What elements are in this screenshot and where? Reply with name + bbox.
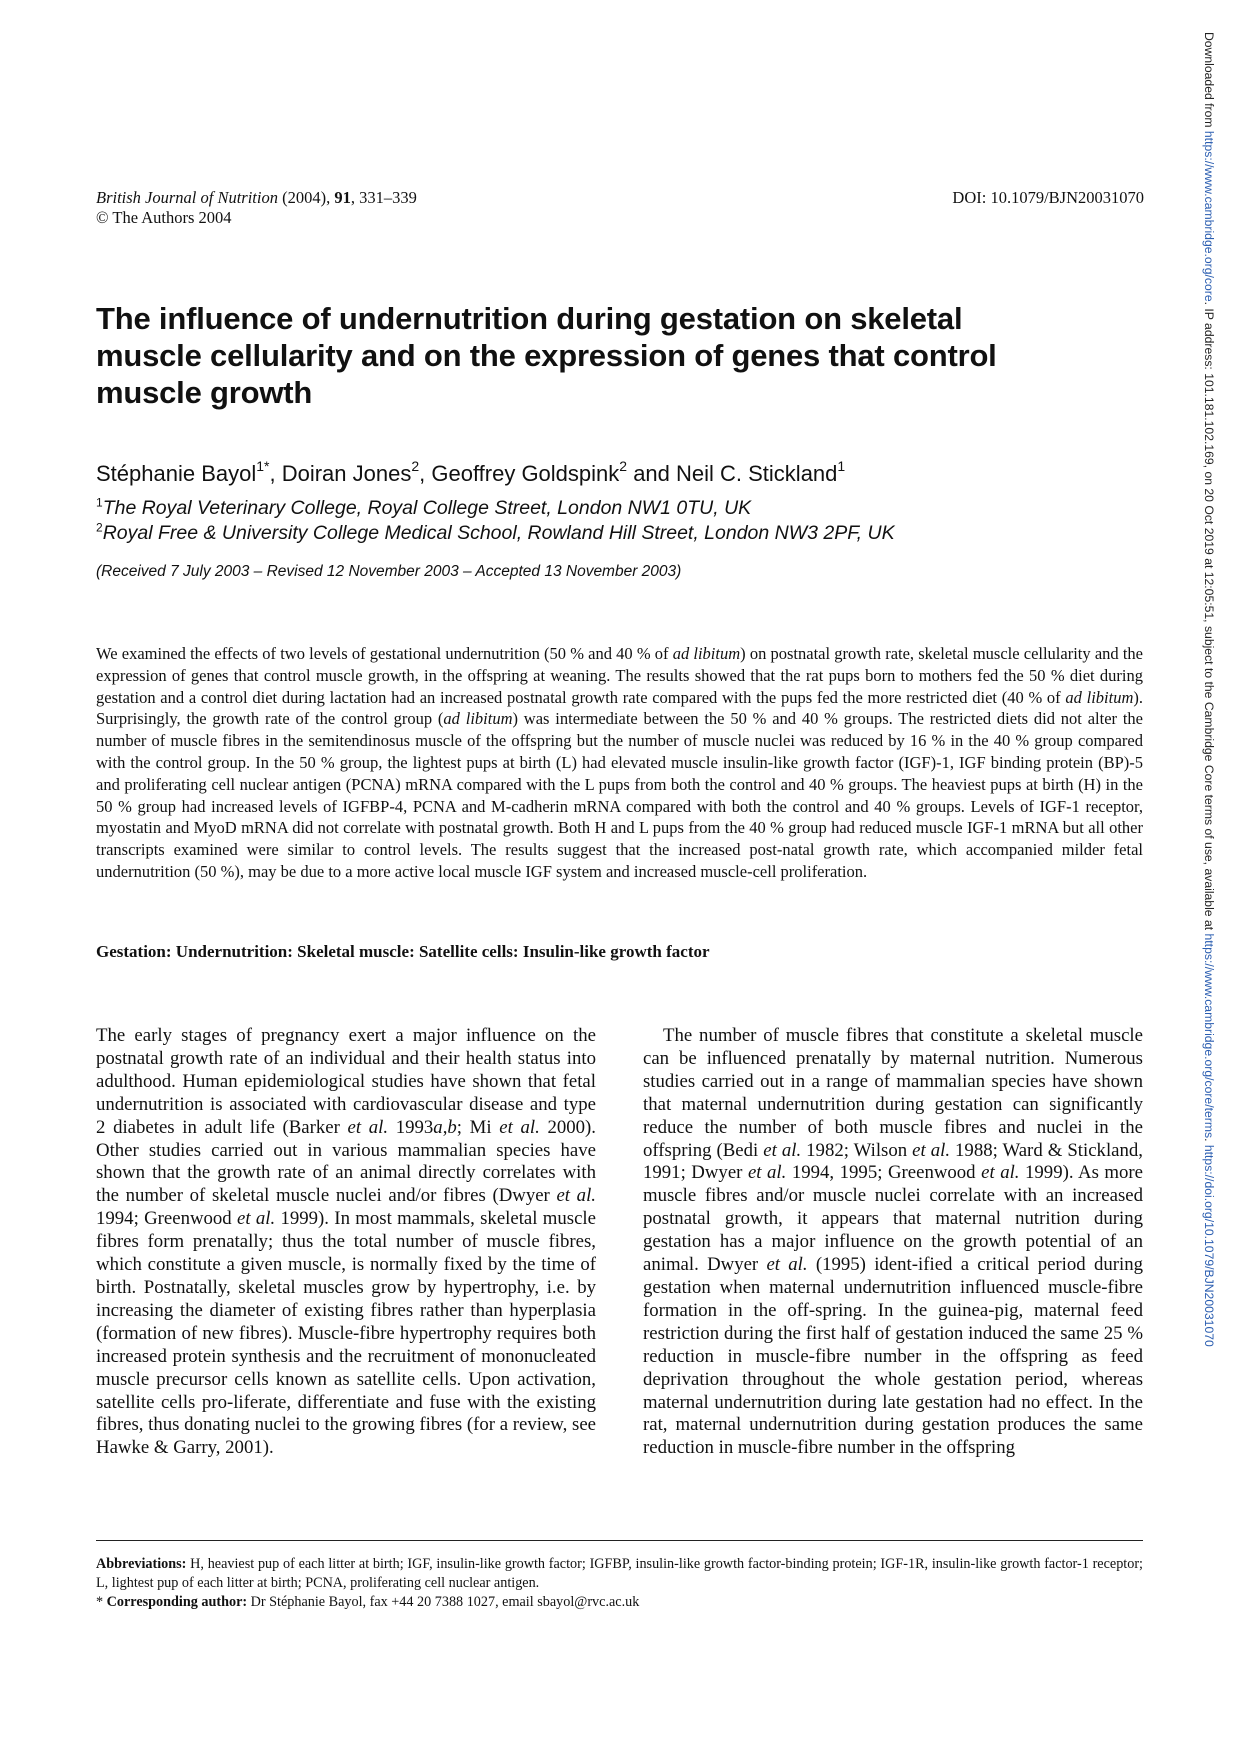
terms-link[interactable]: https://www.cambridge.org/core/terms	[1202, 933, 1216, 1139]
body-text: 1993	[388, 1116, 434, 1138]
abbreviations-footnote	[96, 1555, 1143, 1593]
citation-year: (2004),	[277, 188, 335, 207]
abstract-italic: ad libitum	[1065, 687, 1134, 707]
download-notice	[1202, 32, 1216, 1347]
affiliation-1	[96, 496, 751, 520]
citation-volume: 91	[334, 188, 351, 207]
body-italic: et al.	[763, 1139, 802, 1161]
footnote-star: *	[96, 1594, 107, 1610]
notice-text: . IP address: 101.181.102.169, on 20 Oct 2019 at 12:05:51, subject to the Cambridge Core terms of use, available at	[1202, 301, 1216, 934]
affiliation-number: 1	[96, 495, 103, 510]
body-italic: et al.	[347, 1116, 389, 1138]
author-affil-sup: 1	[837, 457, 846, 474]
body-text: 1982; Wilson	[801, 1139, 913, 1161]
copyright-line: © The Authors 2004	[96, 208, 232, 227]
author-name: Stéphanie Bayol	[96, 461, 257, 486]
author-list	[96, 457, 846, 488]
body-italic: et al.	[747, 1162, 787, 1184]
citation-line	[96, 188, 417, 208]
journal-citation	[96, 188, 417, 228]
body-italic: et al.	[981, 1162, 1020, 1184]
body-italic: b	[447, 1116, 457, 1138]
notice-text: .	[1202, 1138, 1216, 1145]
author-name: , Doiran Jones	[269, 461, 412, 486]
citation-pages: , 331–339	[350, 188, 417, 207]
corresponding-author-footnote	[96, 1593, 639, 1612]
article-title: The influence of undernutrition during gestation on skeletal muscle cellularity and on the expression of genes that control muscle growth	[96, 301, 997, 410]
body-text: The number of muscle fibres that constitute a skeletal muscle can be influenced prenatally by maternal nutrition. Numerous studies carried out in a range of mammalian species have shown that maternal undernutrition during gestation can significantly reduce the number of both muscle fibres and nuclei in the offspring (Bedi	[643, 1025, 1143, 1161]
author-affil-sup: 2	[411, 457, 420, 474]
cambridge-core-link[interactable]: https://www.cambridge.org/core	[1202, 130, 1216, 302]
body-text: 1988; Ward & Stickland, 1991; Dwyer	[643, 1139, 1143, 1184]
body-text: 1994, 1995; Greenwood	[786, 1162, 982, 1184]
abstract-text: ) was intermediate between the 50 % and 40 % groups. The restricted diets did not alter the number of muscle fibres in the semitendinosus muscle of the offspring but the number of muscle nuclei was reduced by 16 % in the 40 % group compared with the control group. In the 50 % group, the lightest pups at birth (L) had elevated muscle insulin-like growth factor (IGF)-1, IGF binding protein (BP)-5 and proliferating cell nuclear antigen (PCNA) mRNA compared with the L pups from both the control and 40 % groups. The heaviest pups at birth (H) in the 50 % group had increased levels of IGFBP-4, PCNA and M-cadherin mRNA compared with both the control and 40 % groups. Levels of IGF-1 receptor, myostatin and MyoD mRNA did not correlate with postnatal growth. Both H and L pups from the 40 % group had reduced muscle IGF-1 mRNA but all other transcripts examined were similar to control levels. The results suggest that the increased post-natal growth rate, which accompanied milder fetal undernutrition (50 %), may be due to a more active local muscle IGF system and increased muscle-cell proliferation.	[96, 709, 1143, 881]
corresponding-label: Corresponding author:	[106, 1594, 248, 1610]
body-italic: et al.	[499, 1116, 540, 1138]
body-italic: et al.	[556, 1185, 596, 1207]
body-text: ,	[442, 1116, 448, 1138]
notice-text: Downloaded from	[1202, 32, 1216, 131]
abstract-italic: ad libitum	[672, 644, 741, 663]
body-text: 1999). In most mammals, skeletal muscle fibres form prenatally; thus the total number of muscle fibres, which constitute a given muscle, is normally fixed by the time of birth. Postnatally, skeletal muscles grow by hypertrophy, i.e. by increasing the diameter of existing fibres rather than hyperplasia (formation of new fibres). Muscle-fibre hypertrophy requires both increased protein synthesis and the recruitment of mononucleated muscle precursor cells known as satellite cells. Upon activation, satellite cells pro-liferate, differentiate and fuse with the existing fibres, thus donating nuclei to the growing fibres (for a review, see Hawke & Garry, 2001).	[96, 1208, 596, 1459]
abstract-text: We examined the effects of two levels of gestational undernutrition (50 % and 40 % of	[96, 644, 673, 663]
footnote-rule	[96, 1540, 1143, 1541]
body-text: The early stages of pregnancy exert a major influence on the postnatal growth rate of an individual and their health status into adulthood. Human epidemiological studies have shown that fetal undernutrition is associated with cardiovascular disease and type 2 diabetes in adult life (Barker	[96, 1025, 596, 1138]
abstract-italic: ad libitum	[443, 709, 513, 729]
author-name: and Neil C. Stickland	[627, 461, 838, 486]
author-name: , Geoffrey Goldspink	[419, 461, 620, 486]
body-text: ; Mi	[456, 1116, 500, 1138]
body-column-left	[96, 1025, 596, 1460]
doi-link[interactable]: https://doi.org/10.1079/BJN20031070	[1202, 1144, 1216, 1347]
abstract-text: ) on postnatal growth rate, skeletal muscle cellularity and the expression of genes that control muscle growth, in the offspring at weaning. The results showed that the rat pups born to mothers fed the 50 % diet during gestation and a control diet during lactation had an increased postnatal growth rate compared with the pups fed the more restricted diet (40 % of	[96, 644, 1143, 707]
corresponding-text: Dr Stéphanie Bayol, fax +44 20 7388 1027, email sbayol@rvc.ac.uk	[247, 1594, 640, 1610]
abbreviations-label: Abbreviations:	[96, 1556, 187, 1572]
affiliation-text: Royal Free & University College Medical School, Rowland Hill Street, London NW3 2PF, UK	[102, 522, 895, 544]
body-column-right	[643, 1025, 1143, 1460]
body-italic: a	[433, 1116, 443, 1138]
received-dates: (Received 7 July 2003 – Revised 12 November 2003 – Accepted 13 November 2003)	[96, 563, 682, 580]
abstract	[96, 643, 1143, 883]
affiliation-number: 2	[96, 520, 103, 535]
body-text: 2000). Other studies carried out in various mammalian species have shown that the growth rate of an animal directly correlates with the number of skeletal muscle nuclei and/or fibres (Dwyer	[96, 1116, 596, 1207]
author-affil-sup: 2	[619, 457, 628, 474]
abbreviations-text: H, heaviest pup of each litter at birth; IGF, insulin-like growth factor; IGFBP, insulin-like growth factor-binding protein; IGF-1R, insulin-like growth factor-1 receptor; L, lightest pup of each litter at birth; PCNA, proliferating cell nuclear antigen.	[96, 1556, 1143, 1591]
body-italic: et al.	[237, 1208, 276, 1230]
body-text: (1995) ident-ified a critical period during gestation when maternal undernutrition influenced muscle-fibre formation in the off-spring. In the guinea-pig, maternal feed restriction during the first half of gestation induced the same 25 % reduction in muscle-fibre number in the offspring as feed deprivation throughout the whole gestation period, whereas maternal undernutrition during late gestation had no effect. In the rat, maternal undernutrition during gestation produces the same reduction in muscle-fibre number in the offspring	[643, 1254, 1143, 1459]
corresponding-star: *	[264, 457, 270, 474]
doi-line: DOI: 10.1079/BJN20031070	[952, 188, 1144, 207]
affiliation-2	[96, 521, 895, 545]
body-text: 1994; Greenwood	[96, 1208, 238, 1230]
body-text: 1999). As more muscle fibres and/or muscle nuclei correlate with an increased postnatal growth, it appears that maternal nutrition during gestation has a major influence on the growth potential of an animal. Dwyer	[643, 1162, 1144, 1276]
abstract-text: ). Surprisingly, the growth rate of the control group (	[96, 687, 1143, 729]
body-italic: et al.	[912, 1139, 951, 1161]
keywords: Gestation: Undernutrition: Skeletal muscle: Satellite cells: Insulin-like growth factor	[96, 942, 710, 961]
affiliation-text: The Royal Veterinary College, Royal College Street, London NW1 0TU, UK	[102, 497, 752, 519]
journal-name: British Journal of Nutrition	[96, 188, 278, 207]
body-italic: et al.	[766, 1254, 808, 1276]
author-affil-sup: 1	[256, 457, 265, 474]
